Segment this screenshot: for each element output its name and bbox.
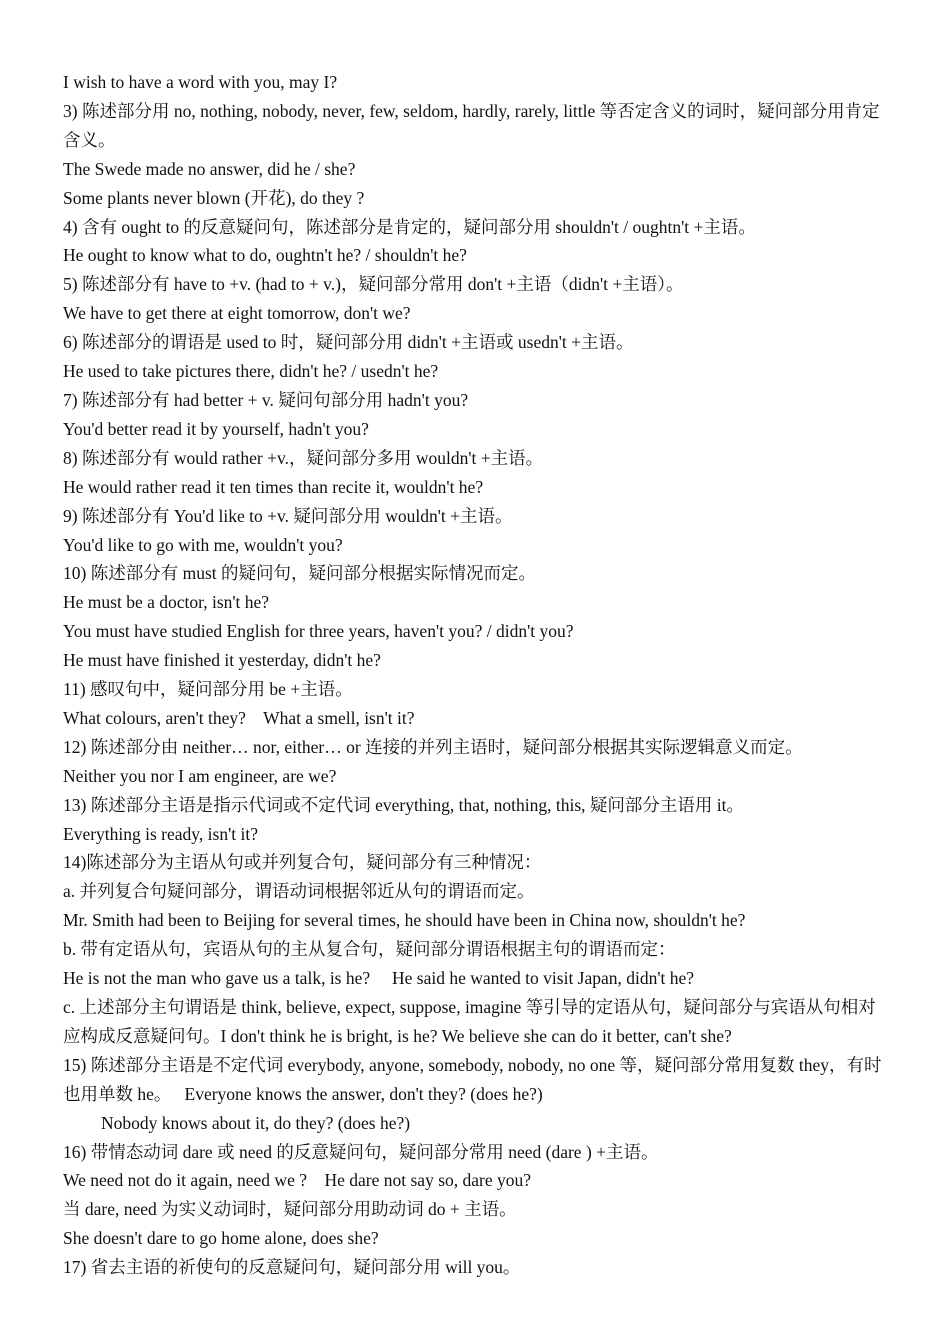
example-line: You must have studied English for three years, haven't you? / didn't you? <box>63 621 574 642</box>
example-line: Some plants never blown (开花), do they ? <box>63 187 365 208</box>
rule-13: 13) 陈述部分主语是指示代词或不定代词 everything, that, nothing, this, 疑问部分主语用 it。 <box>63 794 745 815</box>
example-line: He used to take pictures there, didn't he? / usedn't he? <box>63 361 439 382</box>
rule-7: 7) 陈述部分有 had better + v. 疑问句部分用 hadn't you? <box>63 389 469 410</box>
rule-17: 17) 省去主语的祈使句的反意疑问句，疑问部分用 will you。 <box>63 1257 521 1278</box>
rule-5: 5) 陈述部分有 have to +v. (had to + v.)，疑问部分常用 don't +主语（didn't +主语）。 <box>63 274 684 295</box>
rule-15: 15) 陈述部分主语是不定代词 everybody, anyone, somebody, nobody, no one 等，疑问部分常用复数 they，有时也用单数 he。 Everyone knows the answer, don't they? (does he?) <box>63 1054 882 1104</box>
example-line: You'd like to go with me, wouldn't you? <box>63 534 343 555</box>
example-line: You'd better read it by yourself, hadn't you? <box>63 418 369 439</box>
example-line: He must be a doctor, isn't he? <box>63 592 270 613</box>
rule-10: 10) 陈述部分有 must 的疑问句，疑问部分根据实际情况而定。 <box>63 563 536 584</box>
rule-14: 14)陈述部分为主语从句或并列复合句，疑问部分有三种情况： <box>63 852 542 873</box>
rule-12: 12) 陈述部分由 neither… nor, either… or 连接的并列主语时，疑问部分根据其实际逻辑意义而定。 <box>63 736 803 757</box>
rule-3: 3) 陈述部分用 no, nothing, nobody, never, few, seldom, hardly, rarely, little 等否定含义的词时，疑问部分用肯定含义。 <box>63 100 880 150</box>
rule-16: 16) 带情态动词 dare 或 need 的反意疑问句，疑问部分常用 need (dare ) +主语。 <box>63 1141 659 1162</box>
document-page <box>63 68 893 1282</box>
example-line: He ought to know what to do, oughtn't he? / shouldn't he? <box>63 245 467 266</box>
rule-14a: a. 并列复合句疑问部分，谓语动词根据邻近从句的谓语而定。 <box>63 881 535 902</box>
example-line: She doesn't dare to go home alone, does she? <box>63 1228 379 1249</box>
example-line: We need not do it again, need we ? He dare not say so, dare you? <box>63 1170 532 1191</box>
text-line: I wish to have a word with you, may I? <box>63 72 338 92</box>
example-line: Everything is ready, isn't it? <box>63 823 258 844</box>
rule-14b: b. 带有定语从句，宾语从句的主从复合句，疑问部分谓语根据主句的谓语而定： <box>63 939 676 960</box>
rule-11: 11) 感叹句中，疑问部分用 be +主语。 <box>63 679 353 700</box>
example-line: Neither you nor I am engineer, are we? <box>63 765 337 786</box>
rule-16-note: 当 dare, need 为实义动词时，疑问部分用助动词 do + 主语。 <box>63 1199 517 1220</box>
example-line: He is not the man who gave us a talk, is he? He said he wanted to visit Japan, didn't he? <box>63 968 695 989</box>
example-line: The Swede made no answer, did he / she? <box>63 158 356 179</box>
rule-9: 9) 陈述部分有 You'd like to +v. 疑问部分用 wouldn't +主语。 <box>63 505 513 526</box>
example-line: He must have finished it yesterday, didn't he? <box>63 650 381 671</box>
example-line: We have to get there at eight tomorrow, don't we? <box>63 303 411 324</box>
rule-8: 8) 陈述部分有 would rather +v.，疑问部分多用 wouldn't +主语。 <box>63 447 544 468</box>
example-line: He would rather read it ten times than recite it, wouldn't he? <box>63 476 484 497</box>
rule-14c: c. 上述部分主句谓语是 think, believe, expect, suppose, imagine 等引导的定语从句，疑问部分与宾语从句相对应构成反意疑问句。I don't think he is bright, is he? We believe she can do it better, can't she? <box>63 997 876 1046</box>
example-line: Mr. Smith had been to Beijing for several times, he should have been in China now, shouldn't he? <box>63 910 746 931</box>
rule-6: 6) 陈述部分的谓语是 used to 时，疑问部分用 didn't +主语或 usedn't +主语。 <box>63 332 634 353</box>
example-line: Nobody knows about it, do they? (does he?) <box>101 1112 411 1133</box>
example-line: What colours, aren't they? What a smell, isn't it? <box>63 707 415 728</box>
rule-4: 4) 含有 ought to 的反意疑问句，陈述部分是肯定的，疑问部分用 shouldn't / oughtn't +主语。 <box>63 216 756 237</box>
